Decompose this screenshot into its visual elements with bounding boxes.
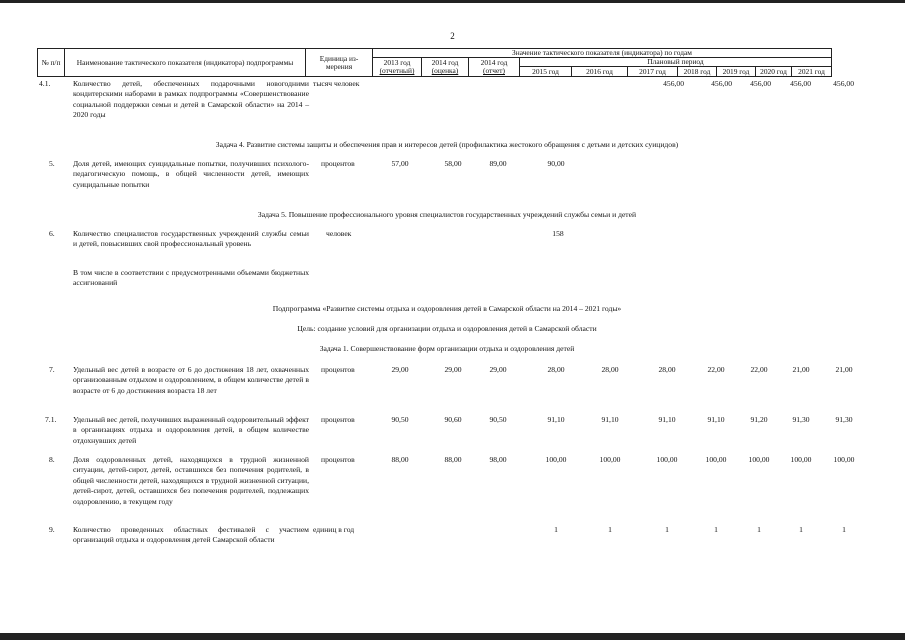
planned-period-header: Плановый период <box>520 58 832 67</box>
value-2017: 1 <box>665 525 669 534</box>
value-2021: 1 <box>842 525 846 534</box>
value-2014-report: 29,00 <box>489 365 507 374</box>
page-number: 2 <box>450 31 455 41</box>
value-2020: 456,00 <box>790 79 811 88</box>
value-2018: 100,00 <box>705 455 727 464</box>
row-number: 4.1. <box>39 79 51 88</box>
year-2014-estimate-header: 2014 год (оценка) <box>422 58 469 77</box>
value-2014-report: 90,50 <box>489 415 507 424</box>
value-2019: 100,00 <box>748 455 770 464</box>
bottom-scan-border <box>0 633 905 640</box>
value-2020: 100,00 <box>790 455 812 464</box>
value-2015: 100,00 <box>545 455 567 464</box>
year-2020-header: 2020 год <box>756 67 792 77</box>
value-2016: 100,00 <box>599 455 621 464</box>
value-2017: 28,00 <box>658 365 676 374</box>
unit: процентов <box>321 365 355 374</box>
indicator-name: Количество проведенных областных фестивалей с участием организаций отдыха и оздоровления детей Самарской области <box>73 525 309 545</box>
value-2015: 1 <box>554 525 558 534</box>
value-2021: 456,00 <box>833 79 854 88</box>
value-2018: 456,00 <box>711 79 732 88</box>
indicator-name: Доля детей, имеющих суицидальные попытки, получивших психолого-педагогическую помощь, в общей численности детей, имеющих суицидальные попытки <box>73 159 309 189</box>
value-2016: 1 <box>608 525 612 534</box>
col-values-header: Значение тактического показателя (индикатора) по годам <box>373 49 832 58</box>
value-2017: 100,00 <box>656 455 678 464</box>
value-2014-estimate: 29,00 <box>444 365 462 374</box>
indicator-name: Количество детей, обеспеченных подарочными новогодними кондитерскими наборами в рамках подпрограммы «Совершенствование социальной поддержки семьи и детей в Самарской области» на 2014 – 2020 годы <box>73 79 309 120</box>
value-2015: 158 <box>552 229 564 238</box>
value-2013: 90,50 <box>391 415 409 424</box>
task-4-heading: Задача 4. Развитие системы защиты и обеспечения прав и интересов детей (профилактика жестокого обращения с детьми и детских суицидов) <box>215 140 679 149</box>
top-scan-border <box>0 0 905 3</box>
unit: процентов <box>321 455 355 464</box>
year-2016-header: 2016 год <box>572 67 628 77</box>
value-2014-estimate: 58,00 <box>444 159 462 168</box>
value-2019: 22,00 <box>750 365 768 374</box>
row-number: 7.1. <box>45 415 57 424</box>
indicator-name: Доля оздоровленных детей, находящихся в трудной жизненной ситуации, детей-сирот, детей, оставшихся без попечения родителей, в общей численности детей, находящихся в трудной жизненной ситуации, детей-сирот, детей, оставшихся без попечения родителей, подлежащих оздоровлению, в текущем году <box>73 455 309 506</box>
value-2019: 1 <box>757 525 761 534</box>
value-2018: 22,00 <box>707 365 725 374</box>
col-unit-header: Единица из-мерения <box>306 49 373 77</box>
value-2015: 90,00 <box>547 159 565 168</box>
indicator-name: Количество специалистов государственных учреждений службы семьи и детей, повысивших свой профессиональный уровень <box>73 229 309 249</box>
value-2020: 91,30 <box>792 415 810 424</box>
value-2020: 1 <box>799 525 803 534</box>
row-note: В том числе в соответствии с предусмотренными объемами бюджетных ассигнований <box>73 268 309 288</box>
value-2017: 91,10 <box>658 415 676 424</box>
value-2014-estimate: 90,60 <box>444 415 462 424</box>
unit: человек <box>326 229 352 238</box>
year-2013-header: 2013 год (отчетный) <box>373 58 422 77</box>
value-2021: 21,00 <box>835 365 853 374</box>
unit: единиц в год <box>313 525 355 534</box>
task-1-heading: Задача 1. Совершенствование форм организации отдыха и оздоровления детей <box>319 344 575 353</box>
year-2017-header: 2017 год <box>628 67 678 77</box>
row-number: 5. <box>49 159 55 168</box>
value-2013: 57,00 <box>391 159 409 168</box>
year-2015-header: 2015 год <box>520 67 572 77</box>
subprogram-heading: Подпрограмма «Развитие системы отдыха и оздоровления детей в Самарской области на 2014 – 2021 годы» <box>272 304 622 313</box>
value-2018: 1 <box>714 525 718 534</box>
unit: процентов <box>321 159 355 168</box>
col-name-header: Наименование тактического показателя (индикатора) подпрограммы <box>65 49 306 77</box>
value-2021: 91,30 <box>835 415 853 424</box>
year-2021-header: 2021 год <box>792 67 832 77</box>
table-header <box>37 48 832 77</box>
indicator-name: Удельный вес детей в возрасте от 6 до достижения 18 лет, охваченных организованным отдыхом и оздоровлением, в общем количестве детей в возрасте от 6 до достижения возраста 18 лет <box>73 365 309 395</box>
unit: процентов <box>321 415 355 424</box>
value-2013: 29,00 <box>391 365 409 374</box>
col-num-header: № п/п <box>38 49 65 77</box>
task-5-heading: Задача 5. Повышение профессионального уровня специалистов государственных учреждений службы семьи и детей <box>257 210 637 219</box>
value-2017: 456,00 <box>663 79 684 88</box>
row-number: 6. <box>49 229 55 238</box>
value-2015: 91,10 <box>547 415 565 424</box>
value-2014-report: 89,00 <box>489 159 507 168</box>
value-2015: 28,00 <box>547 365 565 374</box>
indicator-name: Удельный вес детей, получивших выраженный оздоровительный эффект в организациях отдыха и оздоровления детей, в общем количестве отдохнувших детей <box>73 415 309 445</box>
row-number: 9. <box>49 525 55 534</box>
value-2013: 88,00 <box>391 455 409 464</box>
year-2019-header: 2019 год <box>717 67 756 77</box>
value-2018: 91,10 <box>707 415 725 424</box>
year-2014-report-header: 2014 год (отчет) <box>469 58 520 77</box>
row-number: 7. <box>49 365 55 374</box>
value-2014-estimate: 88,00 <box>444 455 462 464</box>
value-2021: 100,00 <box>833 455 855 464</box>
value-2016: 28,00 <box>601 365 619 374</box>
year-2018-header: 2018 год <box>678 67 717 77</box>
value-2019: 91,20 <box>750 415 768 424</box>
goal-heading: Цель: создание условий для организации отдыха и оздоровления детей в Самарской области <box>297 324 597 333</box>
value-2020: 21,00 <box>792 365 810 374</box>
value-2019: 456,00 <box>750 79 771 88</box>
value-2016: 91,10 <box>601 415 619 424</box>
unit: тысяч человек <box>313 79 360 88</box>
value-2014-report: 98,00 <box>489 455 507 464</box>
row-number: 8. <box>49 455 55 464</box>
